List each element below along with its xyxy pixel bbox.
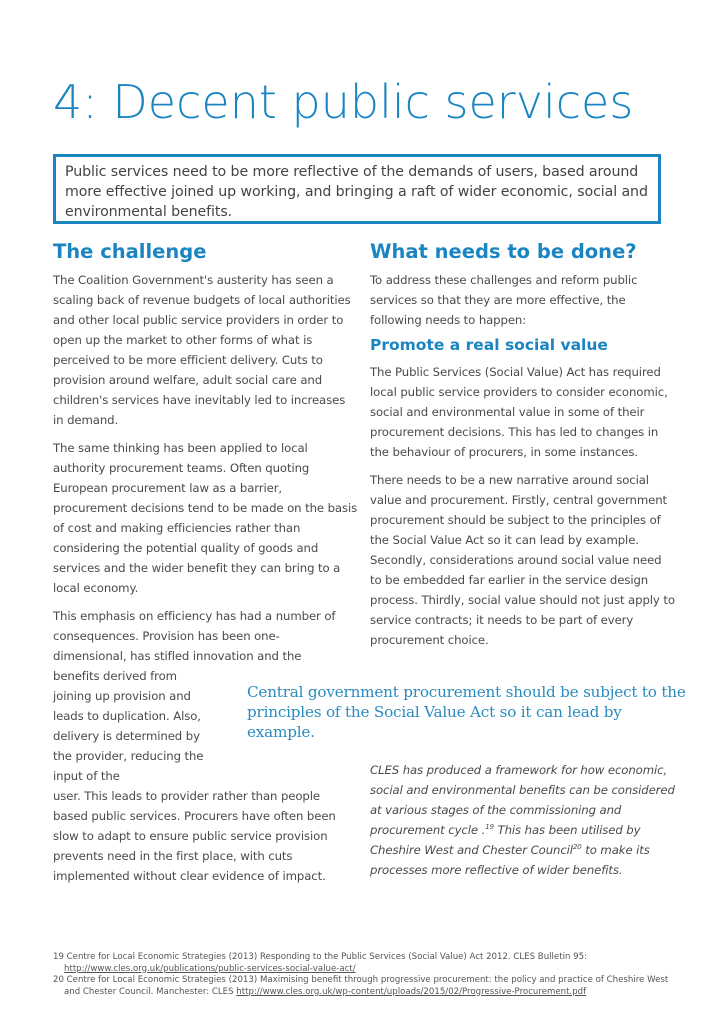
challenge-paragraph: user. This leads to provider rather than people based public services. Procurers have often been slow to adapt to ensure public service provision prevents need in the first place, with cuts implemented without clear evidence of impact. — [53, 789, 336, 883]
summary-text: Public services need to be more reflective of the demands of users, based around more effective joined up working, and bringing a raft of wider economic, social and environmental benefits. — [65, 164, 648, 220]
challenge-paragraph: The same thinking has been applied to local authority procurement teams. Often quoting European procurement law as a barrier, procurement decisions tend to be made on the basis of cost and making efficiencies rather than considering the potential quality of goods and services and the wider benefit they can bring to a local economy. — [53, 441, 358, 595]
footnote-20 — [53, 975, 683, 998]
footnote-link[interactable]: http://www.cles.org.uk/wp-content/uploads/2015/02/Progressive-Procurement.pdf — [236, 986, 587, 997]
social-value-subheading: Promote a real social value — [370, 336, 608, 354]
footnotes — [53, 952, 683, 998]
challenge-paragraph-wrapped: benefits derived from joining up provision and leads to duplication. Also, delivery is determined by the provider, reducing the input of the — [53, 669, 204, 783]
footnote-number: 19 — [53, 952, 64, 962]
what-needs-heading: What needs to be done? — [370, 240, 637, 263]
footnote-text: Centre for Local Economic Strategies (2013) Maximising benefit through progressive procurement: the policy and practice of Cheshire West and Chester Council. Manchester: CLES — [64, 975, 669, 997]
pull-quote: Central government procurement should be subject to the principles of the Social Value Act so it can lead by example. — [247, 683, 686, 741]
right-column — [370, 238, 675, 650]
cles-framework-block — [370, 760, 675, 880]
cles-text-part: This has been utilised by Cheshire West and Chester Council — [370, 823, 641, 857]
cles-framework-paragraph — [370, 760, 675, 880]
page-title: 4: Decent public services — [53, 75, 634, 129]
challenge-paragraph: This emphasis on efficiency has had a number of consequences. Provision has been one-dimensional, has stifled innovation and the — [53, 609, 336, 663]
cles-text-part: CLES has produced a framework for how economic, social and environmental benefits can be considered at various stages of the commissioning and procurement cycle . — [370, 763, 675, 837]
left-column — [53, 238, 358, 886]
summary-box — [53, 154, 661, 224]
social-value-paragraph: The Public Services (Social Value) Act has required local public service providers to consider economic, social and environmental value in some of their procurement decisions. This has led to changes in the behaviour of procurers, in some instances. — [370, 365, 668, 459]
footnote-ref-19[interactable]: 19 — [485, 823, 494, 832]
intro-paragraph: To address these challenges and reform public services so that they are more effective, the following needs to happen: — [370, 273, 638, 327]
challenge-paragraph: The Coalition Government's austerity has seen a scaling back of revenue budgets of local authorities and other local public service providers in order to open up the market to other forms of what is perceived to be more efficient delivery. Cuts to provision around welfare, adult social care and children's services have inevitably led to increases in demand. — [53, 273, 351, 427]
footnote-text: Centre for Local Economic Strategies (2013) Responding to the Public Services (Social Value) Act 2012. CLES Bulletin 95: — [66, 952, 587, 962]
cles-text-part: to make its processes more reflective of wider benefits. — [370, 843, 650, 877]
footnote-number: 20 — [53, 975, 64, 985]
footnote-ref-20[interactable]: 20 — [572, 843, 582, 852]
social-value-paragraph: There needs to be a new narrative around social value and procurement. Firstly, central government procurement should be subject to the principles of the Social Value Act so it can lead by example. Secondly, considerations around social value need to be embedded far earlier in the service design process. Thirdly, social value should not just apply to service contracts; it needs to be part of every procurement choice. — [370, 473, 675, 647]
footnote-link[interactable]: http://www.cles.org.uk/publications/public-services-social-value-act/ — [64, 963, 356, 974]
challenge-heading: The challenge — [53, 240, 207, 263]
footnote-19 — [53, 952, 683, 975]
